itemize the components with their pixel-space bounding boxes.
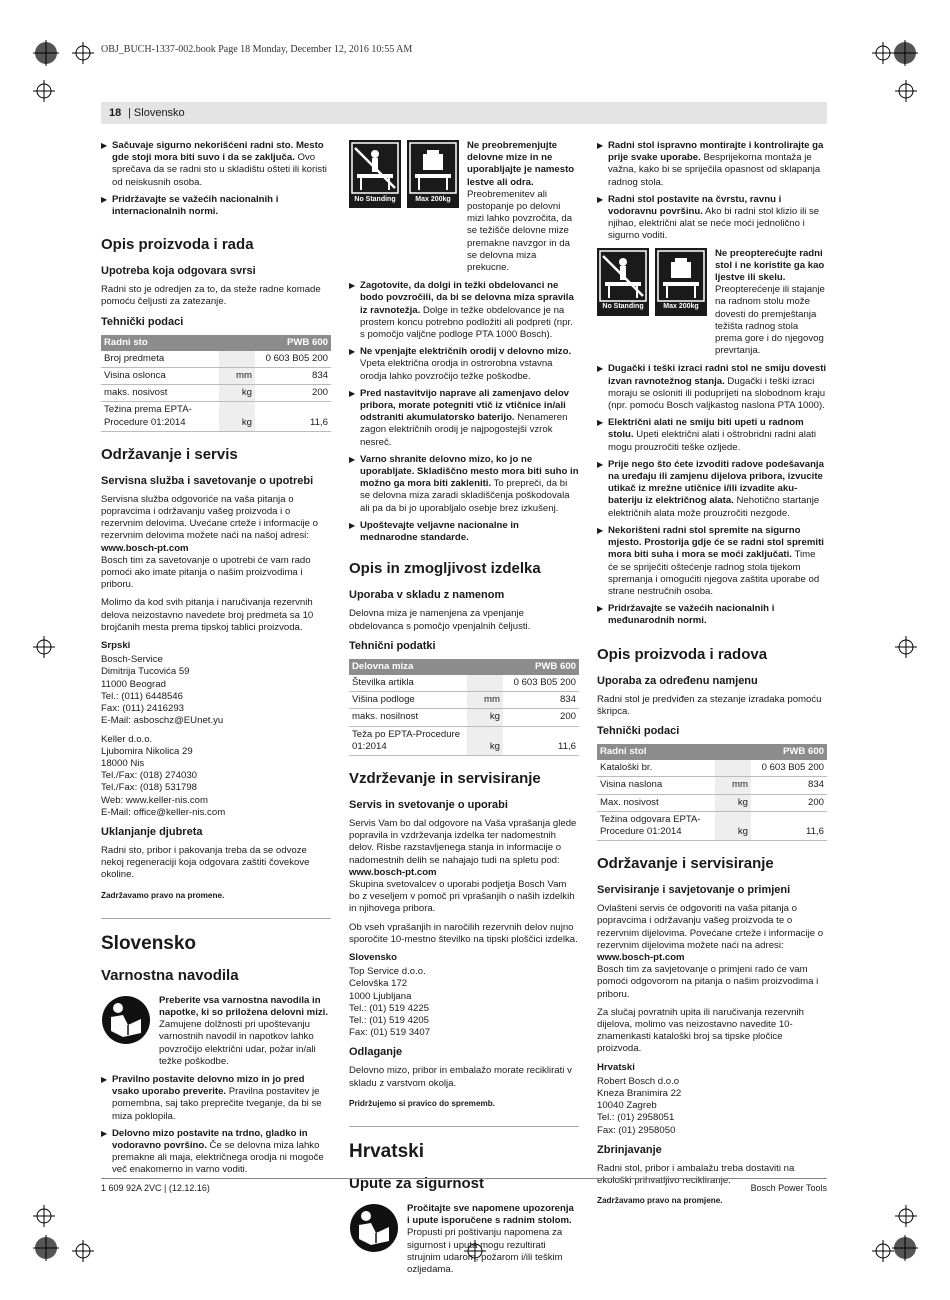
bullet-text: Pravilna postavitev je pomembna, saj tako preprečite tveganje, da bi se miza poklopila. <box>112 1086 322 1122</box>
bullet-bold: Električni alati ne smiju biti upeti u radnom stolu. <box>608 417 804 441</box>
subsection-heading: Tehnički podaci <box>101 315 184 328</box>
page-number: 18 <box>109 107 122 119</box>
reservation-note: Zadržavamo pravo na promjene. <box>597 1196 723 1206</box>
website-link[interactable]: www.bosch-pt.com <box>349 866 437 878</box>
table-cell: mm <box>715 777 751 794</box>
table-row <box>597 811 827 840</box>
section-heading: Opis proizvoda i radova <box>597 645 768 663</box>
crop-mark-icon <box>872 42 894 64</box>
subsection-heading: Servis in svetovanje o uporabi <box>349 798 508 811</box>
address-line: Celovška 172 <box>349 978 408 990</box>
address-line: 10040 Zagreb <box>597 1100 657 1112</box>
list-item: ▶ Radni stol ispravno montirajte i kontrolirajte ga prije svake uporabe. Besprijekorna montaža je važna, kako bi se spriječila opasnost od sklapanja radnog stola. <box>597 140 824 188</box>
language-heading: Slovensko <box>101 932 197 954</box>
website-link[interactable]: www.bosch-pt.com <box>101 542 189 554</box>
icon-caption: No Standing <box>354 195 396 203</box>
icon-caption: Max 200kg <box>663 303 699 311</box>
paragraph: Radni stol je predviđen za stezanje izradaka pomoću škripca. <box>597 693 822 717</box>
paragraph: Skupina svetovalcev o uporabi podjetja Bosch Vam bo z veseljem v pomoč pri vprašanjih o naših izdelkih in njihovega pribora. <box>349 878 575 915</box>
reservation-note: Pridržujemo si pravico do sprememb. <box>349 1098 496 1108</box>
bullet-bold: Prije nego što ćete izvoditi radove podešavanja na uređaju ili zamjenu dijelova pribora, izvucite utikač iz mrežne utičnice i/ili izvadite aku-bateriju iz električnog alata. <box>608 458 824 507</box>
paragraph: Molimo da kod svih pitanja i naručivanja rezervnih delova neizostavno navedete broj predmeta sa 10 brojčanih mesta prema tipskoj tablici proizvoda. <box>101 597 314 633</box>
crop-mark-icon <box>33 1205 55 1227</box>
subsection-heading: Tehnični podatki <box>349 639 436 652</box>
registration-mark-icon <box>33 1235 59 1261</box>
table-cell: 200 <box>255 385 331 402</box>
subsection-heading: Odlaganje <box>349 1046 403 1059</box>
table-cell: mm <box>219 368 255 385</box>
paragraph: Servis Vam bo dal odgovore na Vaša vprašanja glede popravila in vzdrževanja izdelka ter nadomestnih delov. Risbe razstavljenega stanja in informacije o nadomestnih delih se nahajajo tudi na spletu pod: <box>349 817 577 866</box>
table-header: Delovna miza <box>349 659 503 675</box>
warning-text: Propusti pri poštivanju napomena za sigurnost i uputa mogu rezultirati strujnim udarom, požarom i/ili teškim ozljedama. <box>407 1227 563 1275</box>
footer-divider <box>101 1178 827 1179</box>
warning-text: Preopterećenje ili stajanje na radnom stolu može dovesti do premještanja težišta radnog stola prema gore i do njegovog prevrtanja. <box>715 284 825 357</box>
bullet-bold: Zagotovite, da dolgi in težki obdelovanci ne bodo povzročili, da bi se delovna miza spravila iz ravnotežja. <box>360 280 574 316</box>
address-line: Bosch-Service <box>101 654 163 666</box>
footer-brand: Bosch Power Tools <box>750 1183 827 1193</box>
subsection-heading: Servisna služba i savetovanje o upotrebi <box>101 474 314 487</box>
table-row <box>101 368 331 385</box>
warning-text: Preobremenitev ali postopanje po delovni mizi lahko povzročita, da se težišče delovne mize premakne navzgor in da se delovna miza prekucne. <box>467 188 573 274</box>
no-standing-icon <box>349 140 401 208</box>
list-item: ▶ Pridržavajte se važećih nacionalnih i međunarodnih normi. <box>597 603 775 627</box>
table-cell: kg <box>219 402 255 431</box>
table-cell: 200 <box>751 794 827 811</box>
country-label: Srpski <box>101 640 131 652</box>
table-cell <box>219 351 255 368</box>
table-cell: kg <box>219 385 255 402</box>
table-header: PWB 600 <box>751 744 827 760</box>
footer-doc-number: 1 609 92A 2VC | (12.12.16) <box>101 1183 210 1193</box>
table-cell: kg <box>715 811 751 840</box>
tech-data-table <box>349 659 579 756</box>
address-line: Tel./Fax: (018) 274030 <box>101 770 197 782</box>
registration-mark-icon <box>892 40 918 66</box>
address-block <box>597 1076 827 1137</box>
table-cell <box>467 675 503 692</box>
bullet-text: To prepreči, da bi se delovna miza zaradi skladiščenja poškodovala ali pa da bi jo uporabljalo osebje brez izkušenj. <box>360 478 570 514</box>
list-item: ▶ Pred nastavitvijo naprave ali zamenjavo delov pribora, morate potegniti vtič iz vtičnice in/ali odstraniti akumulatorsko baterijo. Nenameren zagon električnih orodij je najpogostejši vzrok nesreč. <box>349 387 570 448</box>
table-cell: Višina podloge <box>349 692 467 709</box>
page-header-bar <box>101 102 827 124</box>
max-load-icon <box>655 248 707 316</box>
registration-mark-icon <box>892 1235 918 1261</box>
address-line: Tel.: (01) 519 4205 <box>349 1014 430 1026</box>
table-cell: 200 <box>503 709 579 726</box>
list-item: ▶ Pridržavajte se važećih nacionalnih i internacionalnih normi. <box>101 193 279 218</box>
table-row <box>349 709 579 726</box>
warning-text: Zamujene dolžnosti pri upoštevanju varnostnih navodil in napotkov lahko povzročijo električni udar, požar in/ali težke poškodbe. <box>159 1019 316 1067</box>
address-line: Fax: (01) 519 3407 <box>349 1027 431 1039</box>
paragraph: Bosch tim za savetovanje o upotrebi će vam rado pomoći ako imate pitanja o našim proizvodima i priboru. <box>101 554 311 591</box>
address-block <box>101 734 331 819</box>
column-1 <box>101 140 331 1182</box>
section-heading: Varnostna navodila <box>101 966 239 984</box>
section-heading: Vzdrževanje in servisiranje <box>349 769 541 787</box>
bullet-bold: Pridržavajte se važećih nacionalnih i internacionalnih normi. <box>112 193 279 218</box>
address-line: Keller d.o.o. <box>101 733 153 745</box>
language-heading: Hrvatski <box>349 1140 424 1162</box>
address-line: Fax: (01) 2958050 <box>597 1124 676 1136</box>
address-line: E-Mail: asboschz@EUnet.yu <box>101 715 224 727</box>
bullet-text: Če se delovna miza lahko premakne ali maja, električnega orodja ni mogoče več enakomerno in varno voditi. <box>112 1139 324 1176</box>
bullet-text: Time će se spriječiti oštećenje radnog stola tijekom spremanja i omogućiti njegova zaštita uporabe od strane nestručnih osoba. <box>608 549 820 597</box>
address-line: Tel.: (011) 6448546 <box>101 690 183 702</box>
paragraph: Ovlašteni servis će odgovoriti na vaša pitanja o popravcima i održavanju vašeg proizvoda te o rezervnim dijelovima. Povećane crteže i informacije o rezervnim dijelovima možete naći na adresi: <box>597 903 824 951</box>
read-manual-warning <box>101 995 331 1068</box>
table-cell: Max. nosivost <box>597 794 715 811</box>
address-line: Top Service d.o.o. <box>349 966 426 978</box>
address-block <box>349 966 579 1039</box>
paragraph <box>101 494 331 543</box>
file-header: OBJ_BUCH-1337-002.book Page 18 Monday, December 12, 2016 10:55 AM <box>101 44 413 55</box>
icon-caption: No Standing <box>602 303 644 311</box>
paragraph: Delovna miza je namenjena za vpenjanje obdelovanca s pomočjo vpenjalnih čeljusti. <box>349 608 531 632</box>
table-row <box>101 351 331 368</box>
country-label: Hrvatski <box>597 1061 635 1073</box>
tech-data-table <box>101 335 331 432</box>
table-cell <box>715 760 751 777</box>
table-cell: Številka artikla <box>349 675 467 692</box>
bullet-bold: Radni stol ispravno montirajte i kontrolirajte ga prije svake uporabe. <box>608 140 824 164</box>
overload-warning <box>349 140 579 274</box>
address-line: Tel./Fax: (018) 531798 <box>101 782 197 794</box>
list-item: ▶ Ne vpenjajte električnih orodij v delovno mizo. Vpeta električna orodja in ostrorobna vstavna orodja lahko povzročijo težke poškodbe. <box>349 346 572 382</box>
list-item: ▶ Sačuvaje sigurno nekorišćeni radni sto. Mesto gde stoji mora biti suvo i da se zaključa. Ovo sprečava da se radni sto u skladištu ošteti ili koristi od neiskusnih osoba. <box>101 140 327 188</box>
crop-mark-icon <box>72 1240 94 1262</box>
table-cell: kg <box>715 794 751 811</box>
list-item: ▶ Radni stol postavite na čvrstu, ravnu i vodoravnu površinu. Ako bi radni stol klizio ili se njihao, električni alat se neće moći jednolično i sigurno voditi. <box>597 193 820 242</box>
list-item: ▶ Nekorišteni radni stol spremite na sigurno mjesto. Prostorija gdje će se radni stol spremiti mora biti suha i mora se moći zaključati. Time će se spriječiti oštećenje radnog stola tijekom spremanja i omogućiti njegova zaštita uporabe od strane nestručnih osoba. <box>597 524 824 597</box>
table-cell: mm <box>467 692 503 709</box>
bullet-text: Upeti električni alati i oštrobridni radni alati mogu prouzročiti teške ozljede. <box>608 429 816 453</box>
table-cell: Težina prema EPTA-Procedure 01:2014 <box>101 402 219 431</box>
header-language: | Slovensko <box>128 107 185 119</box>
crop-mark-icon <box>72 42 94 64</box>
website-link[interactable]: www.bosch-pt.com <box>597 951 685 963</box>
divider <box>101 918 331 919</box>
crop-mark-icon <box>895 636 917 658</box>
address-line: Dimitrija Tucovića 59 <box>101 666 190 678</box>
address-line: Web: www.keller-nis.com <box>101 794 208 806</box>
subsection-heading: Uporaba za određenu namjenu <box>597 674 758 687</box>
section-heading: Upute za sigurnost <box>349 1174 485 1192</box>
read-manual-icon <box>349 1203 399 1253</box>
paragraph-text: Servisna služba odgovoriće na vaša pitanja o popravcima i održavanju vašeg proizvoda i o rezervnim delovima. Uvećane crteže i informacije o rezervnim delovima možete naći na našoj adresi: <box>101 493 319 542</box>
bullet-text: Ako bi radni stol klizio ili se njihao, električni alat se neće moći jednolično i sigurno voditi. <box>608 206 820 242</box>
table-cell: Visina naslona <box>597 777 715 794</box>
bullet-bold: Pravilno postavite delovno mizo in jo pred vsako uporabo preverite. <box>112 1073 305 1098</box>
bullet-bold: Pred nastavitvijo naprave ali zamenjavo delov pribora, morate potegniti vtič iz vtičnice in/ali odstraniti akumulatorsko baterijo. <box>360 387 570 424</box>
subsection-heading: Tehnički podaci <box>597 724 680 737</box>
address-line: Robert Bosch d.o.o <box>597 1075 680 1087</box>
section-heading: Održavanje i servis <box>101 445 238 463</box>
overload-warning <box>597 248 827 358</box>
subsection-heading: Zbrinjavanje <box>597 1143 662 1156</box>
bullet-bold: Nekorišteni radni stol spremite na sigurno mjesto. Prostorija gdje će se radni stol spremiti mora biti suha i mora se moći zaključati. <box>608 524 824 561</box>
address-block <box>101 654 331 727</box>
table-cell: 11,6 <box>503 726 579 755</box>
address-line: 1000 Ljubljana <box>349 990 412 1002</box>
crop-mark-icon <box>872 1240 894 1262</box>
table-header: PWB 600 <box>255 335 331 351</box>
paragraph: Ob vseh vprašanjih in naročilih rezervnih delov nujno sporočite 10-mestno številko na tipski ploščici izdelka. <box>349 921 578 945</box>
warning-bold: Ne preobremenjujte delovne mize in ne uporabljajte je namesto lestve ali odra. <box>467 140 575 188</box>
table-cell: kg <box>467 709 503 726</box>
paragraph: Za slučaj povratnih upita ili naručivanja rezervnih dijelova, molimo vas neizostavno navedite 10-znamenkasti kataloški broj sa tipske pločice proizvoda. <box>597 1006 804 1055</box>
bullet-bold: Radni stol postavite na čvrstu, ravnu i vodoravnu površinu. <box>608 193 782 218</box>
table-row <box>349 675 579 692</box>
table-cell: 11,6 <box>751 811 827 840</box>
table-header: Radni sto <box>101 335 255 351</box>
subsection-heading: Uporaba v skladu z namenom <box>349 589 505 602</box>
warning-bold: Preberite vsa varnostna navodila in napotke, ki so priložena delovni mizi. <box>159 994 328 1018</box>
table-cell: 834 <box>255 368 331 385</box>
bullet-text: Dolge in težke obdelovance je na prostem koncu potrebno podložiti ali podpreti (npr. s pomočjo valjčne podloge PTA 1000 Bosch). <box>360 304 573 341</box>
crop-mark-icon <box>33 80 55 102</box>
table-cell: 834 <box>751 777 827 794</box>
bullet-text: Vpeta električna orodja in ostrorobna vstavna orodja lahko povzročijo težke poškodbe. <box>360 358 553 382</box>
section-heading: Održavanje i servisiranje <box>597 855 774 873</box>
subsection-heading: Servisiranje i savjetovanje o primjeni <box>597 884 791 897</box>
warning-bold: Ne preopterećujte radni stol i ne koristite ga kao ljestve ili skelu. <box>715 247 825 284</box>
registration-mark-icon <box>33 40 59 66</box>
table-row <box>597 777 827 794</box>
tech-data-table <box>597 744 827 841</box>
table-row <box>101 402 331 431</box>
read-manual-icon <box>101 995 151 1045</box>
table-cell: 834 <box>503 692 579 709</box>
max-load-icon <box>407 140 459 208</box>
table-cell: maks. nosivost <box>101 385 219 402</box>
list-item: ▶ Zagotovite, da dolgi in težki obdelovanci ne bodo povzročili, da bi se delovna miza spravila iz ravnotežja. Dolge in težke obdelovance je na prostem koncu potrebno podložiti ali podpreti (npr. s pomočjo valjčne podloge PTA 1000 Bosch). <box>349 280 574 341</box>
bullet-bold: Upoštevajte veljavne nacionalne in mednarodne standarde. <box>360 519 519 544</box>
table-cell: 0 603 B05 200 <box>255 351 331 368</box>
list-item: ▶ Delovno mizo postavite na trdno, gladko in vodoravno površino. Če se delovna miza lahko premakne ali maja, električnega orodja ni mogoče več enakomerno in varno voditi. <box>101 1127 324 1176</box>
table-row <box>101 385 331 402</box>
reservation-note: Zadržavamo pravo na promene. <box>101 890 225 900</box>
bullet-text: Nenameren zagon električnih orodij je najpogostejši vzrok nesreč. <box>360 412 568 448</box>
table-row <box>597 794 827 811</box>
paragraph: Radni sto, pribor i pakovanja treba da se odvoze nekoj regeneraciji koja odgovara zaštiti čovekove okoline. <box>101 844 310 881</box>
address-line: Tel.: (01) 519 4225 <box>349 1002 430 1014</box>
subsection-heading: Upotreba koja odgovara svrsi <box>101 265 256 278</box>
bullet-text: Dugački i teški izraci moraju se osloniti ili poduprijeti na slobodnom kraju (npr. pomoću Bosch valjkastog naslona PTA 1000). <box>608 375 826 412</box>
header-language-label: Slovensko <box>133 107 185 119</box>
list-item: ▶ Varno shranite delovno mizo, ko jo ne uporabljate. Skladiščno mesto mora biti suho in možno ga mora biti zakleniti. To prepreči, da bi se delovna miza zaradi skladiščenja poškodovala ali pa da bi jo uporabljalo osebje brez izkušenj. <box>349 453 579 514</box>
table-header: PWB 600 <box>503 659 579 675</box>
bullet-bold: Sačuvaje sigurno nekorišćeni radni sto. Mesto gde stoji mora biti suvo i da se zaključa. <box>112 140 324 164</box>
table-cell: maks. nosilnost <box>349 709 467 726</box>
address-line: Tel.: (01) 2958051 <box>597 1112 675 1124</box>
column-3 <box>597 140 827 1217</box>
address-line: E-Mail: office@keller-nis.com <box>101 806 226 818</box>
table-cell: 11,6 <box>255 402 331 431</box>
bullet-bold: Delovno mizo postavite na trdno, gladko in vodoravno površino. <box>112 1127 308 1151</box>
table-cell: Težina odgovara EPTA-Procedure 01:2014 <box>597 811 715 840</box>
crop-mark-icon <box>895 80 917 102</box>
warning-bold: Pročitajte sve napomene upozorenja i upute isporučene s radnim stolom. <box>407 1202 574 1227</box>
section-heading: Opis proizvoda i rada <box>101 236 254 254</box>
table-header: Radni stol <box>597 744 751 760</box>
list-item: ▶ Upoštevajte veljavne nacionalne in mednarodne standarde. <box>349 519 519 544</box>
crop-mark-icon <box>33 636 55 658</box>
list-item: ▶ Dugački i teški izraci radni stol ne smiju dovesti izvan ravnotežnog stanja. Dugački i teški izraci moraju se osloniti ili poduprijeti na slobodnom kraju (npr. pomoću Bosch valjkastog naslona PTA 1000). <box>597 363 827 412</box>
paragraph: Bosch tim za savjetovanje o primjeni rado će vam pomoći odgovorom na pitanja o našim proizvodima i priboru. <box>597 964 819 1000</box>
table-row <box>597 760 827 777</box>
address-line: 11000 Beograd <box>101 678 166 690</box>
table-row <box>349 726 579 755</box>
table-cell: 0 603 B05 200 <box>503 675 579 692</box>
paragraph: Radni sto je odredjen za to, da steže radne komade pomoću čeljusti za zatezanje. <box>101 284 321 308</box>
address-line: Kneza Branimira 22 <box>597 1087 682 1099</box>
table-cell: 0 603 B05 200 <box>751 760 827 777</box>
subsection-heading: Uklanjanje djubreta <box>101 825 203 838</box>
divider <box>349 1126 579 1127</box>
bullet-bold: Ne vpenjajte električnih orodij v delovno mizo. <box>360 346 572 358</box>
table-row <box>349 692 579 709</box>
bullet-text: Besprijekorna montaža je važna, kako bi se spriječila opasnost od sklapanja radnog stola. <box>608 152 821 188</box>
table-cell: Broj predmeta <box>101 351 219 368</box>
bullet-bold: Pridržavajte se važećih nacionalnih i međunarodnih normi. <box>608 603 775 627</box>
list-item: ▶ Električni alati ne smiju biti upeti u radnom stolu. Upeti električni alati i oštrobridni radni alati mogu prouzročiti teške ozljede. <box>597 417 816 453</box>
crop-mark-icon <box>895 1205 917 1227</box>
paragraph: Radni stol, pribor i ambalažu treba dostaviti na ekološki prihvatljivo recikliranje. <box>597 1162 795 1186</box>
paragraph: Delovno mizo, pribor in embalažo morate reciklirati v skladu z varstvom okolja. <box>349 1065 572 1089</box>
table-cell: Visina oslonca <box>101 368 219 385</box>
list-item: ▶ Prije nego što ćete izvoditi radove podešavanja na uređaju ili zamjenu dijelova pribora, izvucite utikač iz mrežne utičnice i/ili izvadite aku-bateriju iz električnog alata. Nehotično startanje električnih alata može prouzročiti nezgode. <box>597 458 824 519</box>
address-line: Fax: (011) 2416293 <box>101 703 185 715</box>
bullet-bold: Dugački i teški izraci radni stol ne smiju dovesti izvan ravnotežnog stanja. <box>608 363 827 387</box>
table-cell: Kataloški br. <box>597 760 715 777</box>
no-standing-icon <box>597 248 649 316</box>
column-2 <box>349 140 579 1282</box>
icon-caption: Max 200kg <box>415 195 451 203</box>
list-item: ▶ Pravilno postavite delovno mizo in jo pred vsako uporabo preverite. Pravilna postavitev je pomembna, saj tako preprečite tveganje, da bi se miza poklopila. <box>101 1073 322 1122</box>
country-label: Slovensko <box>349 951 397 963</box>
table-cell: Teža po EPTA-Procedure 01:2014 <box>349 726 467 755</box>
address-line: Ljubomira Nikolica 29 <box>101 745 193 757</box>
bullet-text: Ovo sprečava da se radni sto u skladištu ošteti ili koristi od neiskusnih osoba. <box>112 152 327 188</box>
section-heading: Opis in zmogljivost izdelka <box>349 560 541 578</box>
bullet-bold: Varno shranite delovno mizo, ko jo ne uporabljate. Skladiščno mesto mora biti suho in možno ga mora biti zakleniti. <box>360 453 579 490</box>
address-line: 18000 Nis <box>101 757 145 769</box>
table-cell: kg <box>467 726 503 755</box>
read-manual-warning <box>349 1203 579 1276</box>
bullet-text: Nehotično startanje električnih alata može prouzročiti nezgode. <box>608 495 820 519</box>
